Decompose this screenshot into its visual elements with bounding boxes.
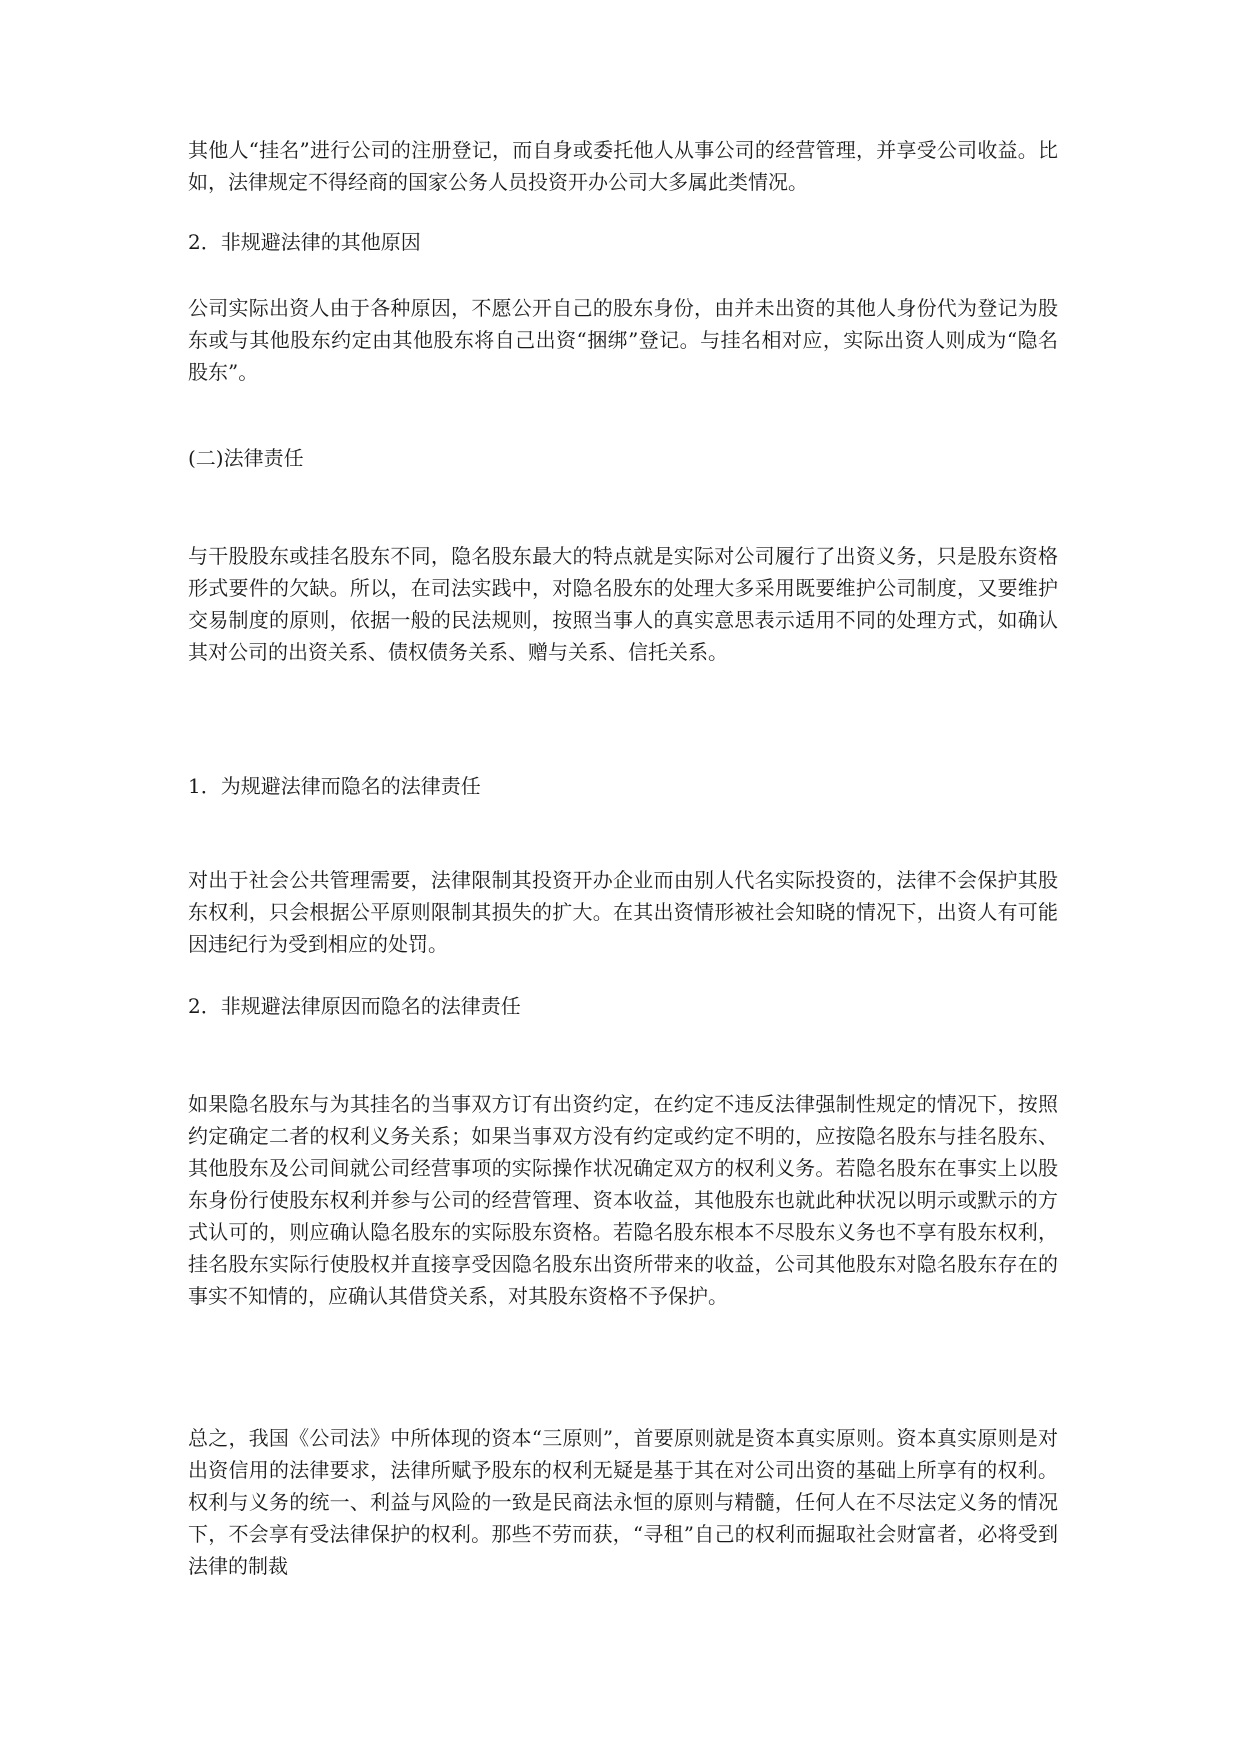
paragraph-4: 对出于社会公共管理需要，法律限制其投资开办企业而由别人代名实际投资的，法律不会保护其股东权利，只会根据公平原则限制其损失的扩大。在其出资情形被社会知晓的情况下，出资人有可能因违纪行为受到相应的处罚。 [188,868,1058,956]
heading-2-non-evasion-liability: 2．非规避法律原因而隐名的法律责任 [188,994,521,1018]
heading-1-evasion-liability: 1．为规避法律而隐名的法律责任 [188,774,481,798]
paragraph-5: 如果隐名股东与为其挂名的当事双方订有出资约定，在约定不违反法律强制性规定的情况下，按照约定确定二者的权利义务关系；如果当事双方没有约定或约定不明的，应按隐名股东与挂名股东、其他股东及公司间就公司经营事项的实际操作状况确定双方的权利义务。若隐名股东在事实上以股东身份行使股东权利并参与公司的经营管理、资本收益，其他股东也就此种状况以明示或默示的方式认可的，则应确认隐名股东的实际股东资格。若隐名股东根本不尽股东义务也不享有股东权利，挂名股东实际行使股权并直接享受因隐名股东出资所带来的收益，公司其他股东对隐名股东存在的事实不知情的，应确认其借贷关系，对其股东资格不予保护。 [188,1092,1058,1308]
paragraph-3: 与干股股东或挂名股东不同，隐名股东最大的特点就是实际对公司履行了出资义务，只是股东资格形式要件的欠缺。所以，在司法实践中，对隐名股东的处理大多采用既要维护公司制度，又要维护交易制度的原则，依据一般的民法规则，按照当事人的真实意思表示适用不同的处理方式，如确认其对公司的出资关系、债权债务关系、赠与关系、信托关系。 [188,544,1058,664]
paragraph-1: 其他人“挂名”进行公司的注册登记，而自身或委托他人从事公司的经营管理，并享受公司收益。比如，法律规定不得经商的国家公务人员投资开办公司大多属此类情况。 [188,138,1058,194]
paragraph-2: 公司实际出资人由于各种原因，不愿公开自己的股东身份，由并未出资的其他人身份代为登记为股东或与其他股东约定由其他股东将自己出资“捆绑”登记。与挂名相对应，实际出资人则成为“隐名股东”。 [188,296,1058,384]
heading-legal-liability: (二)法律责任 [188,446,304,470]
paragraph-6: 总之，我国《公司法》中所体现的资本“三原则”，首要原则就是资本真实原则。资本真实原则是对出资信用的法律要求，法律所赋予股东的权利无疑是基于其在对公司出资的基础上所享有的权利。权利与义务的统一、利益与风险的一致是民商法永恒的原则与精髓，任何人在不尽法定义务的情况下，不会享有受法律保护的权利。那些不劳而获，“寻租”自己的权利而掘取社会财富者，必将受到法律的制裁 [188,1426,1058,1578]
heading-2-non-evasion-reasons: 2．非规避法律的其他原因 [188,230,421,254]
